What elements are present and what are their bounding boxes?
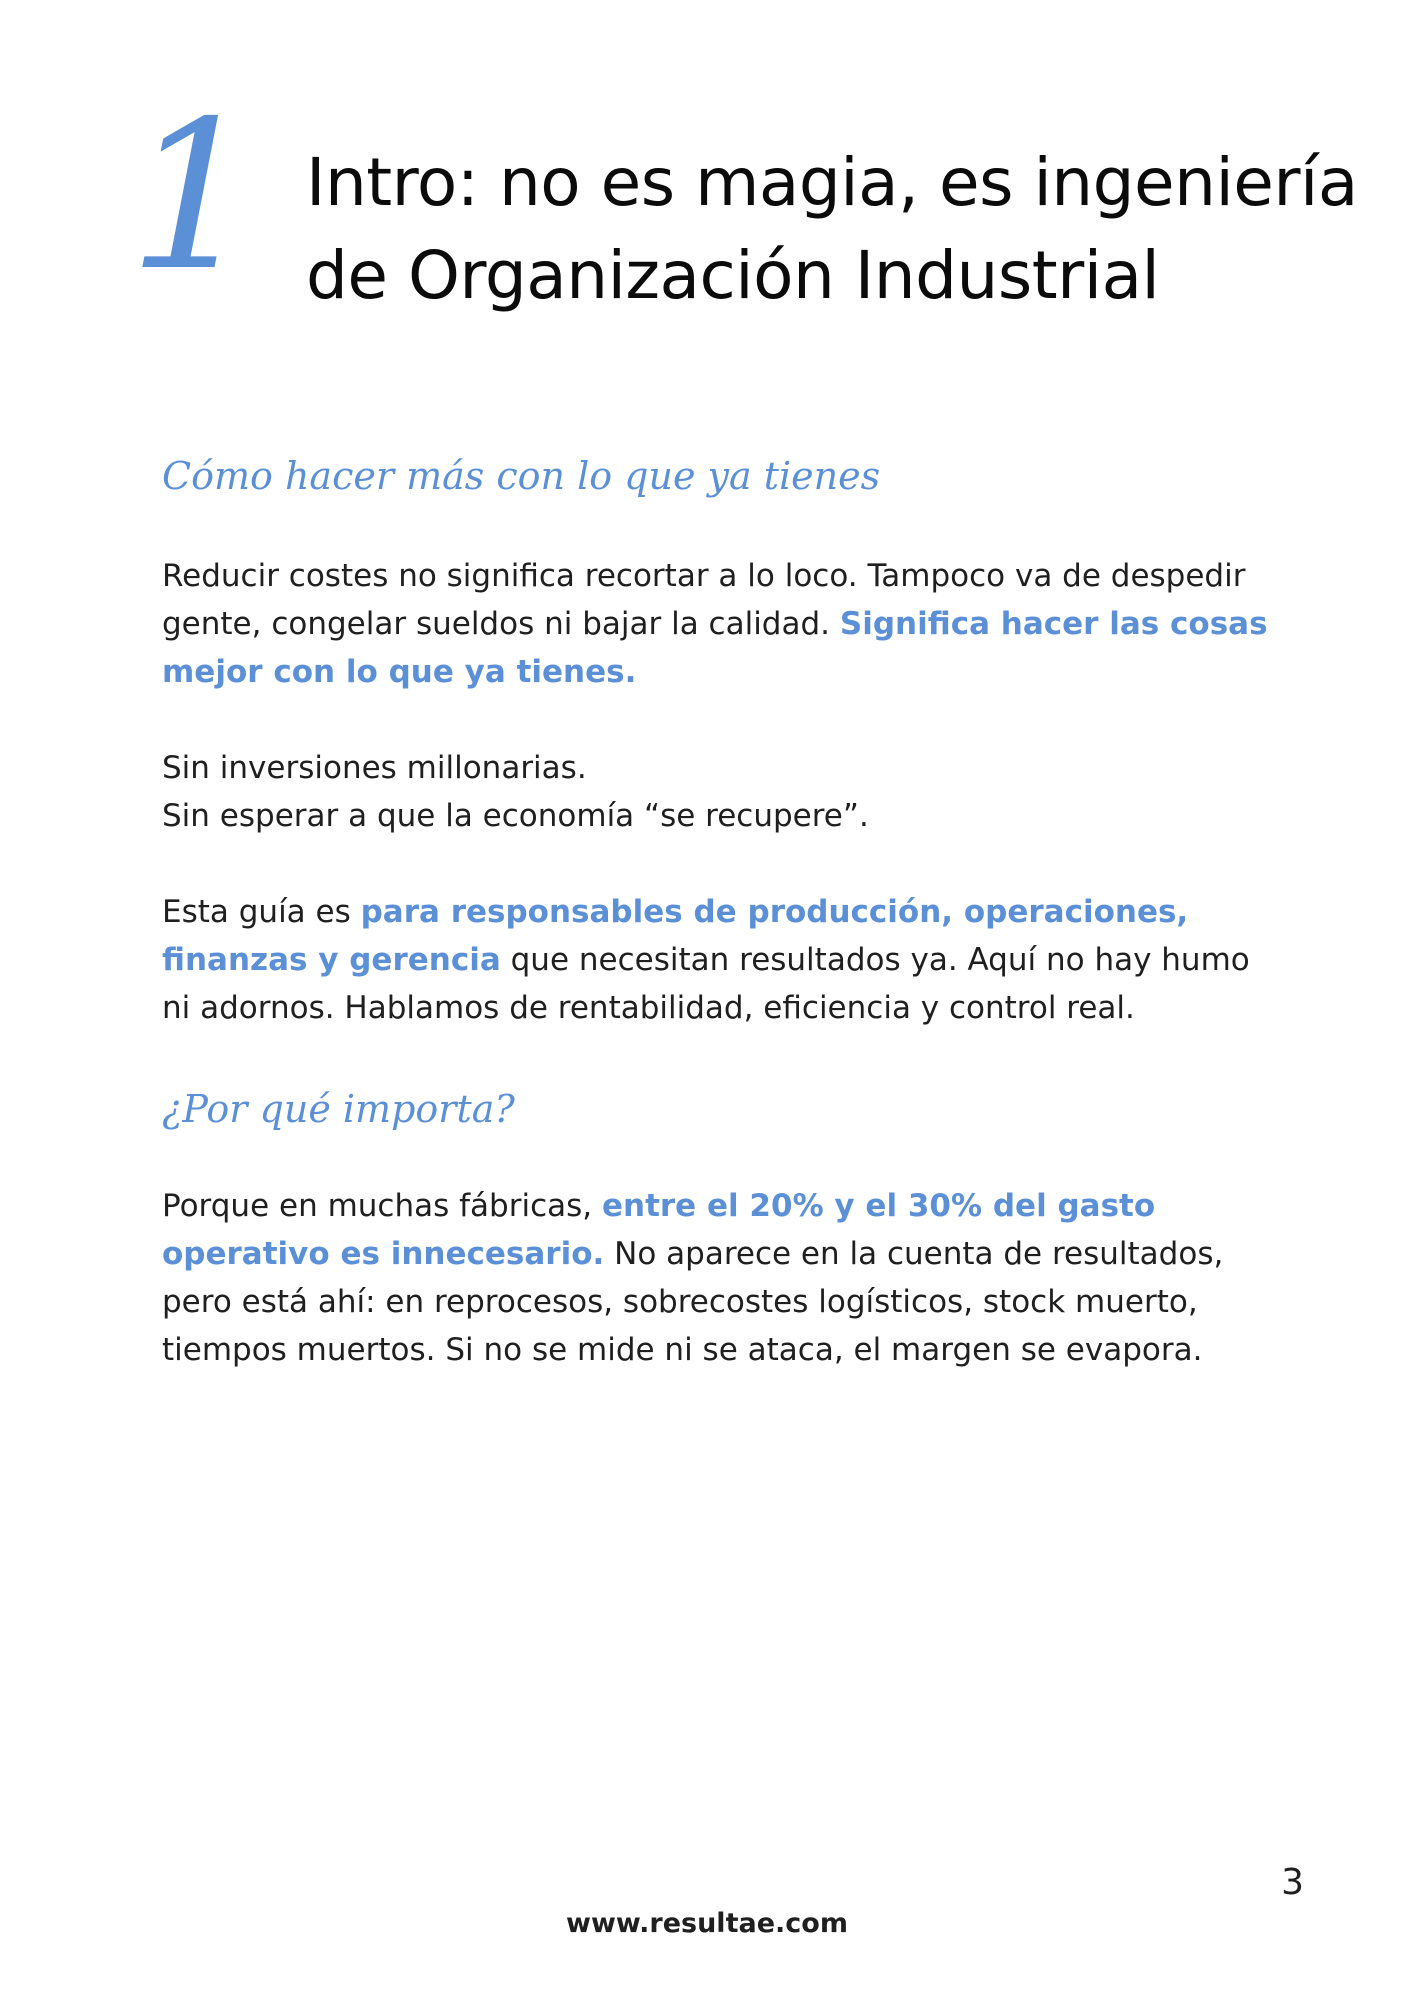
paragraph-esta-guia: [162, 888, 1312, 1032]
highlight-text: para responsables de producción, operaciones,: [360, 894, 1189, 930]
paragraph-line: [162, 1230, 1312, 1278]
paragraph-line: Sin inversiones millonarias.: [162, 750, 587, 786]
chapter-title-line-1: Intro: no es magia, es ingeniería: [306, 144, 1358, 221]
chapter-title: [306, 136, 1358, 322]
paragraph-line: [162, 888, 1312, 936]
paragraph-line: Reducir costes no significa recortar a lo loco. Tampoco va de despedir: [162, 558, 1246, 594]
paragraph-sin-inversiones: [162, 744, 1312, 840]
paragraph-line: [162, 600, 1312, 648]
highlight-text: operativo es innecesario.: [162, 1236, 605, 1272]
plain-text: No aparece en la cuenta de resultados,: [604, 1236, 1224, 1272]
plain-text: Porque en muchas fábricas,: [162, 1188, 602, 1224]
paragraph-porque: [162, 1182, 1312, 1374]
plain-text: que necesitan resultados ya. Aquí no hay humo: [500, 942, 1250, 978]
paragraph-line: tiempos muertos. Si no se mide ni se ataca, el margen se evapora.: [162, 1332, 1203, 1368]
section-heading-como-hacer: Cómo hacer más con lo que ya tienes: [162, 454, 881, 498]
chapter-title-line-2: de Organización Industrial: [306, 237, 1160, 314]
paragraph-line: [162, 936, 1312, 984]
chapter-number: 1: [128, 78, 259, 316]
highlight-text: mejor con lo que ya tienes.: [162, 654, 637, 690]
paragraph-line: ni adornos. Hablamos de rentabilidad, eficiencia y control real.: [162, 990, 1135, 1026]
plain-text: Esta guía es: [162, 894, 361, 930]
highlight-text: Significa hacer las cosas: [839, 606, 1268, 642]
paragraph-line: [162, 1182, 1312, 1230]
plain-text: gente, congelar sueldos ni bajar la calidad.: [162, 606, 840, 642]
footer-url[interactable]: www.resultae.com: [566, 1908, 848, 1939]
section-heading-por-que-importa: ¿Por qué importa?: [162, 1087, 515, 1131]
paragraph-reducir-costes: [162, 552, 1312, 696]
highlight-text: entre el 20% y el 30% del gasto: [601, 1188, 1156, 1224]
page-number: 3: [1281, 1862, 1304, 1903]
paragraph-line: Sin esperar a que la economía “se recupere”.: [162, 798, 869, 834]
highlight-text: finanzas y gerencia: [162, 942, 501, 978]
paragraph-line: pero está ahí: en reprocesos, sobrecostes logísticos, stock muerto,: [162, 1284, 1198, 1320]
